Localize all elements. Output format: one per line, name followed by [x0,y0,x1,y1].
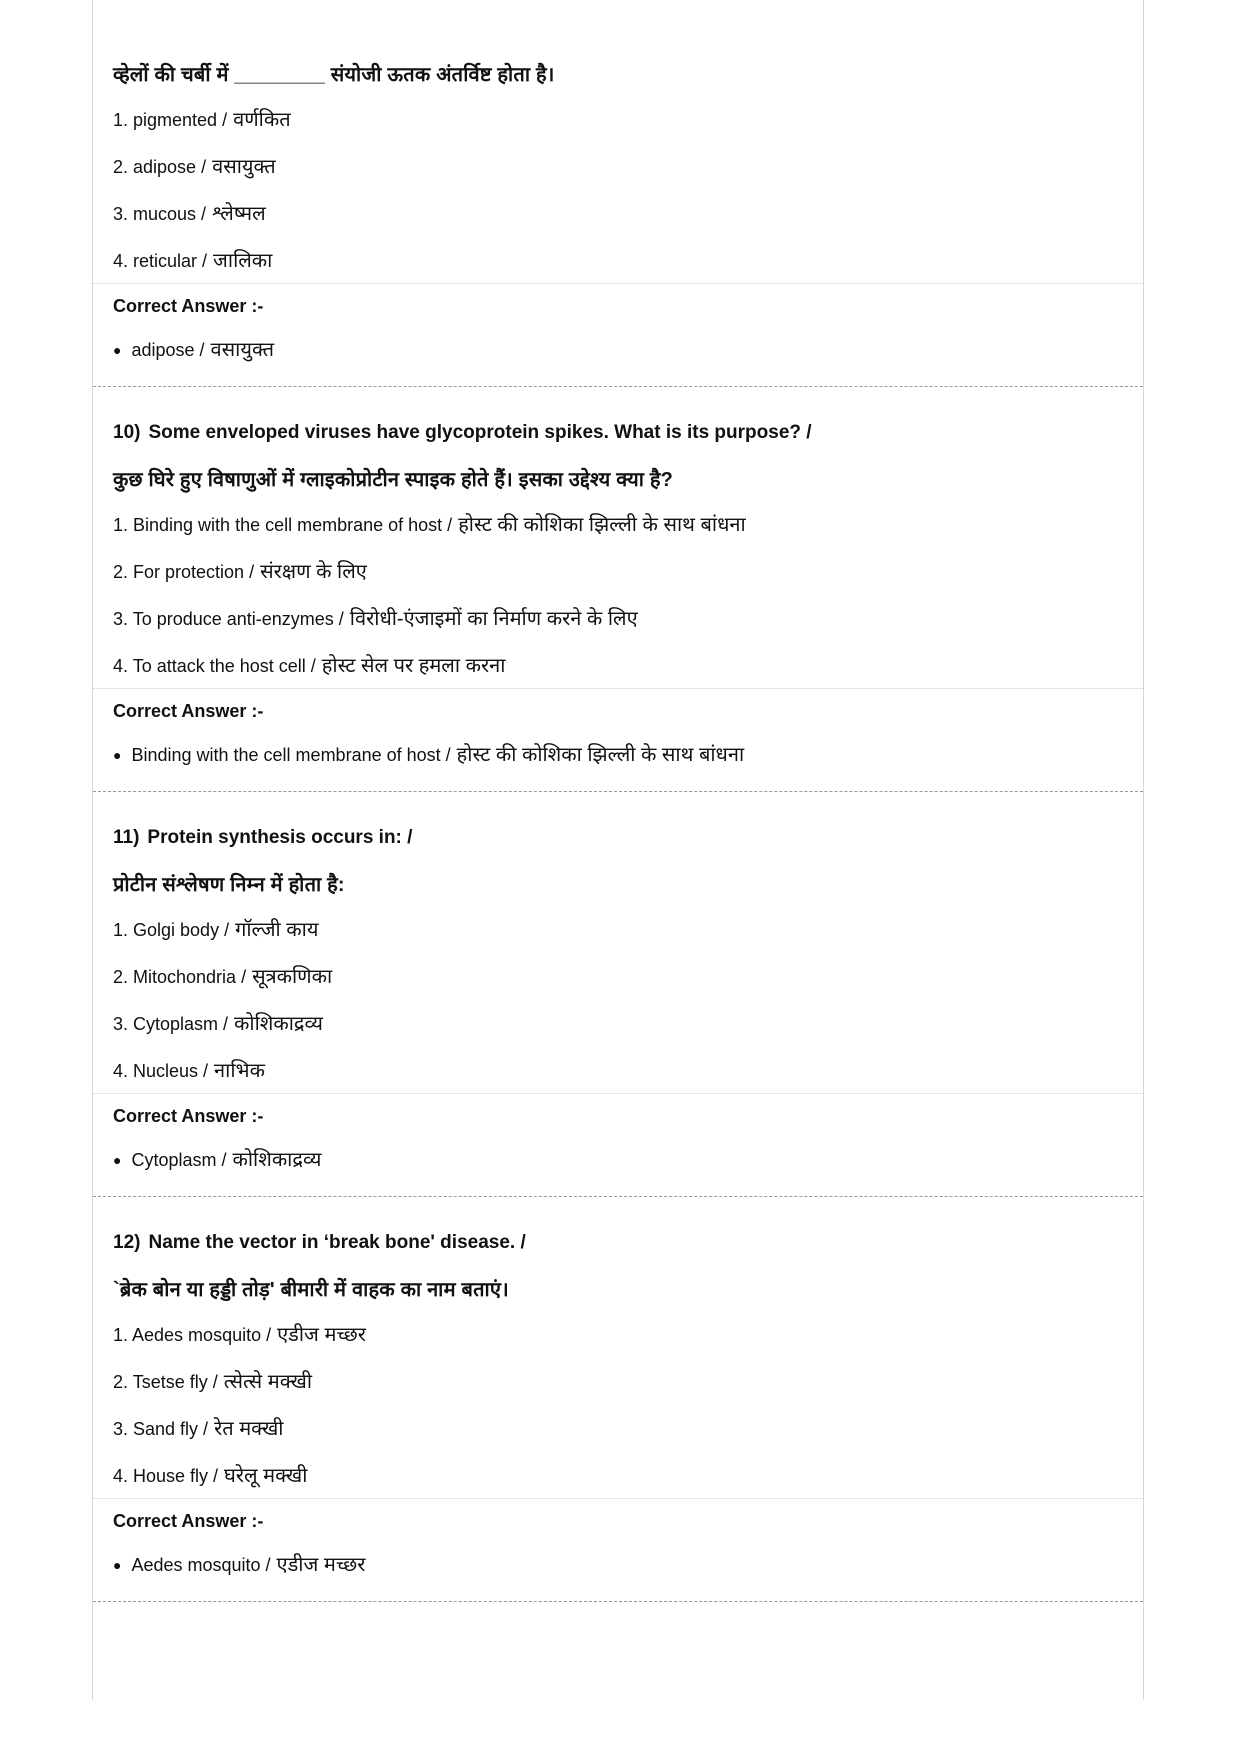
option-2: 2. For protection / संरक्षण के लिए [113,561,367,583]
option-3: 3. Cytoplasm / कोशिकाद्रव्य [113,1013,323,1035]
option-4: 4. House fly / घरेलू मक्खी [113,1465,308,1487]
question-title: 10) Some enveloped viruses have glycoprotein spikes. What is its purpose? / [113,422,812,443]
option-4: 4. To attack the host cell / होस्ट सेल पर हमला करना [113,655,506,677]
question-12 [93,1197,1143,1601]
correct-answer-label: Correct Answer :- [113,701,264,721]
question-10 [93,387,1143,791]
option-3: 3. To produce anti-enzymes / विरोधी-एंजाइमों का निर्माण करने के लिए [113,608,638,630]
option-1: 1. Aedes mosquito / एडीज मच्छर [113,1324,366,1346]
correct-answer: ● adipose / वसायुक्त [113,339,275,361]
question-11 [93,792,1143,1196]
question-title: 12) Name the vector in ‘break bone' disease. / [113,1232,526,1253]
correct-answer-label: Correct Answer :- [113,296,264,316]
question-hindi-text: प्रोटीन संश्लेषण निम्न में होता है: [113,874,345,896]
question-paper-page [92,0,1144,1700]
option-2: 2. adipose / वसायुक्त [113,156,276,178]
option-3: 3. Sand fly / रेत मक्खी [113,1418,284,1440]
option-1: 1. Binding with the cell membrane of host / होस्ट की कोशिका झिल्ली के साथ बांधना [113,514,746,536]
option-4: 4. Nucleus / नाभिक [113,1060,265,1082]
correct-answer-label: Correct Answer :- [113,1106,264,1126]
option-1: 1. pigmented / वर्णकित [113,109,291,131]
option-2: 2. Tsetse fly / त्सेत्से मक्खी [113,1371,313,1393]
bullet-icon: ● [113,1557,122,1573]
bullet-icon: ● [113,747,122,763]
correct-answer: ● Binding with the cell membrane of host / होस्ट की कोशिका झिल्ली के साथ बांधना [113,744,745,766]
question-hindi-text: `ब्रेक बोन या हड्डी तोड़' बीमारी में वाहक का नाम बताएं। [113,1279,509,1301]
option-1: 1. Golgi body / गॉल्जी काय [113,919,319,941]
question-hindi-text: कुछ घिरे हुए विषाणुओं में ग्लाइकोप्रोटीन स्पाइक होते हैं। इसका उद्देश्य क्या है? [113,469,674,491]
bullet-icon: ● [113,342,122,358]
question-divider [93,1601,1143,1602]
correct-answer-label: Correct Answer :- [113,1511,264,1531]
question-hindi-text: व्हेलों की चर्बी में ________ संयोजी ऊतक अंतर्विष्ट होता है। [113,64,555,86]
option-3: 3. mucous / श्लेष्मल [113,203,266,225]
option-4: 4. reticular / जालिका [113,250,273,272]
option-2: 2. Mitochondria / सूत्रकणिका [113,966,333,988]
question-9 [93,0,1143,386]
correct-answer: ● Cytoplasm / कोशिकाद्रव्य [113,1149,322,1171]
bullet-icon: ● [113,1152,122,1168]
correct-answer: ● Aedes mosquito / एडीज मच्छर [113,1554,366,1576]
question-title: 11) Protein synthesis occurs in: / [113,827,413,848]
